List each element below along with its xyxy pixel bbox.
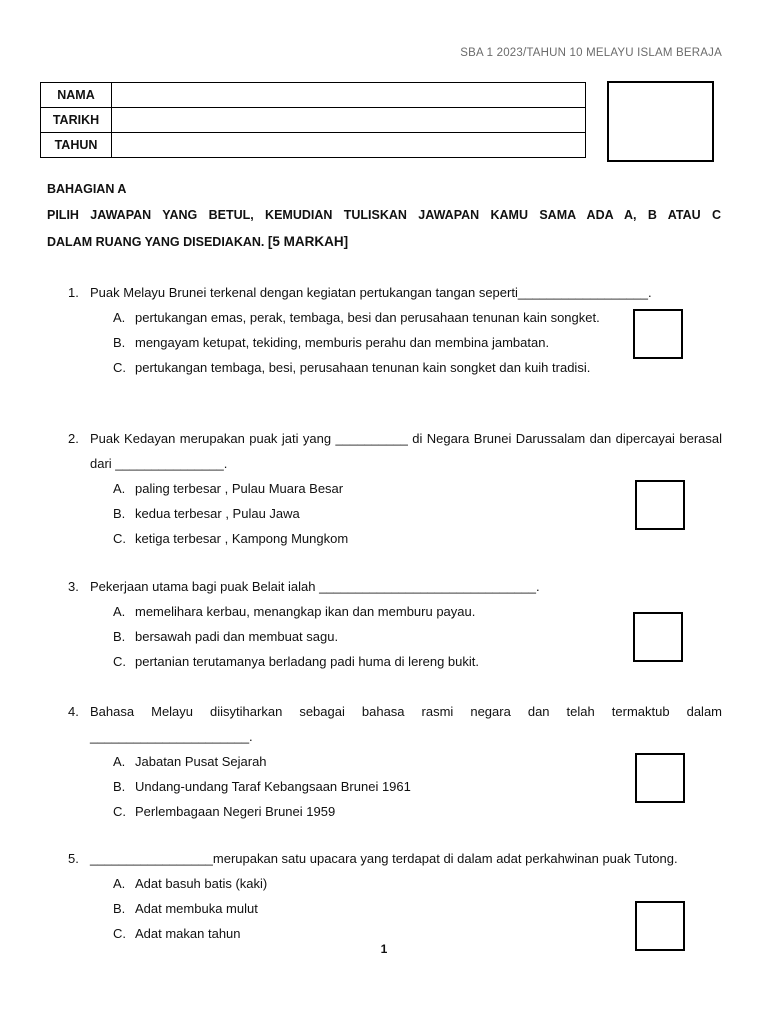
- option-letter: A.: [113, 481, 126, 496]
- option-letter: C.: [113, 804, 126, 819]
- header-reference: SBA 1 2023/TAHUN 10 MELAYU ISLAM BERAJA: [460, 47, 722, 59]
- option-b: [113, 501, 621, 526]
- option-text: Adat membuka mulut: [135, 901, 258, 916]
- option-list: [113, 871, 621, 946]
- option-text: Undang-undang Taraf Kebangsaan Brunei 1961: [135, 779, 411, 794]
- answer-box-1[interactable]: [633, 309, 683, 359]
- question-stem-line-1: Bahasa Melayu diisytiharkan sebagai bahasa rasmi negara dan telah termaktub dalam: [90, 704, 722, 719]
- marks-box: [607, 81, 714, 162]
- info-row-tarikh: [41, 108, 586, 133]
- option-text: mengayam ketupat, tekiding, memburis perahu dan membina jambatan.: [135, 335, 550, 350]
- option-text: kedua terbesar , Pulau Jawa: [135, 506, 300, 521]
- student-info-table: [40, 82, 586, 158]
- option-c: [113, 526, 621, 551]
- question-1: [68, 280, 722, 380]
- option-letter: B.: [113, 335, 126, 350]
- option-text: bersawah padi dan membuat sagu.: [135, 629, 339, 644]
- answer-box-4[interactable]: [635, 753, 685, 803]
- question-number: 3.: [68, 579, 79, 594]
- option-b: [113, 896, 621, 921]
- option-letter: C.: [113, 531, 126, 546]
- option-b: [113, 624, 621, 649]
- option-letter: A.: [113, 876, 126, 891]
- question-stem: Pekerjaan utama bagi puak Belait ialah ______________________________.: [90, 579, 540, 594]
- section-title: BAHAGIAN A: [47, 182, 127, 196]
- info-label: NAMA: [41, 83, 112, 108]
- question-2: [68, 426, 722, 551]
- option-letter: A.: [113, 310, 126, 325]
- option-letter: A.: [113, 604, 126, 619]
- question-stem: _________________merupakan satu upacara yang terdapat di dalam adat perkahwinan puak Tutong.: [90, 851, 678, 866]
- option-c: [113, 649, 621, 674]
- option-text: pertanian terutamanya berladang padi huma di lereng bukit.: [135, 654, 480, 669]
- instruction-line-1: PILIH JAWAPAN YANG BETUL, KEMUDIAN TULISKAN JAWAPAN KAMU SAMA ADA A, B ATAU C: [47, 208, 721, 222]
- option-list: [113, 476, 621, 551]
- instruction-text: DALAM RUANG YANG DISEDIAKAN.: [47, 235, 265, 249]
- option-a: [113, 871, 621, 896]
- question-number: 4.: [68, 704, 79, 719]
- option-text: memelihara kerbau, menangkap ikan dan memburu payau.: [135, 604, 476, 619]
- option-letter: A.: [113, 754, 126, 769]
- marks-label: [5 MARKAH]: [267, 234, 349, 249]
- option-text: Adat makan tahun: [135, 926, 241, 941]
- answer-box-2[interactable]: [635, 480, 685, 530]
- option-c: [113, 355, 621, 380]
- question-4: [68, 699, 722, 824]
- option-text: Perlembagaan Negeri Brunei 1959: [135, 804, 336, 819]
- instruction-line-2: [47, 234, 348, 249]
- option-letter: B.: [113, 629, 126, 644]
- option-list: [113, 749, 621, 824]
- option-letter: C.: [113, 654, 126, 669]
- option-text: paling terbesar , Pulau Muara Besar: [135, 481, 344, 496]
- option-a: [113, 749, 621, 774]
- option-a: [113, 599, 621, 624]
- option-text: Jabatan Pusat Sejarah: [135, 754, 267, 769]
- info-row-tahun: [41, 133, 586, 158]
- option-letter: B.: [113, 779, 126, 794]
- question-3: [68, 574, 722, 674]
- option-text: pertukangan emas, perak, tembaga, besi dan perusahaan tenunan kain songket.: [135, 310, 600, 325]
- info-label: TARIKH: [41, 108, 112, 133]
- option-letter: C.: [113, 926, 126, 941]
- option-c: [113, 799, 621, 824]
- page-number: 1: [380, 942, 388, 956]
- option-text: pertukangan tembaga, besi, perusahaan tenunan kain songket dan kuih tradisi.: [135, 360, 591, 375]
- question-stem: Puak Melayu Brunei terkenal dengan kegiatan pertukangan tangan seperti__________________.: [90, 285, 652, 300]
- option-b: [113, 774, 621, 799]
- info-row-nama: [41, 83, 586, 108]
- question-stem: Puak Kedayan merupakan puak jati yang __________ di Negara Brunei Darussalam dan dipercayai berasal dari _______________.: [90, 431, 722, 471]
- question-5: [68, 846, 722, 946]
- option-list: [113, 599, 621, 674]
- option-a: [113, 305, 621, 330]
- question-stem-line-2: ______________________.: [90, 729, 253, 744]
- tahun-field[interactable]: [112, 133, 586, 158]
- option-letter: B.: [113, 506, 126, 521]
- option-letter: B.: [113, 901, 126, 916]
- option-text: Adat basuh batis (kaki): [135, 876, 268, 891]
- question-number: 2.: [68, 431, 79, 446]
- option-a: [113, 476, 621, 501]
- question-number: 5.: [68, 851, 79, 866]
- nama-field[interactable]: [112, 83, 586, 108]
- answer-box-3[interactable]: [633, 612, 683, 662]
- info-label: TAHUN: [41, 133, 112, 158]
- option-list: [113, 305, 621, 380]
- option-text: ketiga terbesar , Kampong Mungkom: [135, 531, 349, 546]
- option-b: [113, 330, 621, 355]
- option-letter: C.: [113, 360, 126, 375]
- tarikh-field[interactable]: [112, 108, 586, 133]
- question-number: 1.: [68, 285, 79, 300]
